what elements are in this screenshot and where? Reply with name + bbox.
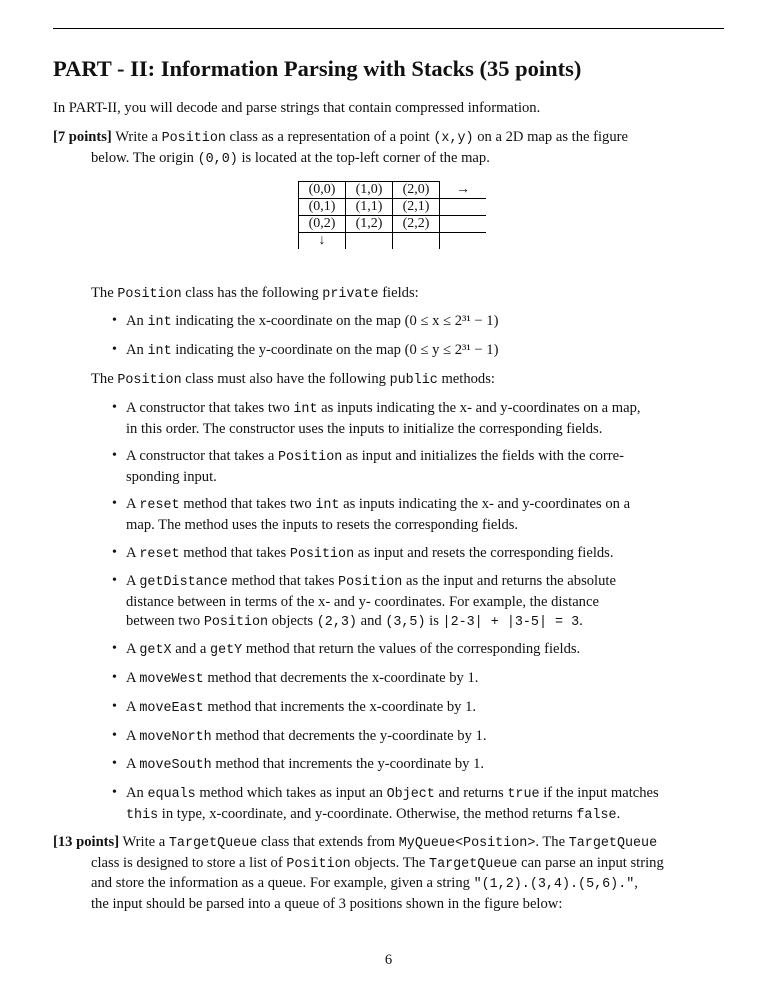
grid-row [299,199,487,216]
top-rule [53,28,724,29]
method-item: A moveSouth method that increments the y-coordinate by 1. [126,756,485,773]
method-item: A moveWest method that decrements the x-coordinate by 1. [126,670,479,687]
grid-cell: (0,1) [299,199,346,216]
task2-points: [13 points] [53,834,120,850]
coordinate-grid [298,181,486,249]
grid-cell: (0,2) [299,216,346,233]
bullet-icon: • [112,785,117,800]
method-item: A moveNorth method that decrements the y-coordinate by 1. [126,728,487,745]
bullet-icon: • [112,496,117,511]
method-item: A constructor that takes a Position as input and initializes the fields with the corre- sponding input. [126,448,624,485]
grid-row [299,182,487,199]
grid-cell [346,233,393,250]
grid-cell [440,233,487,250]
bullet-icon: • [112,699,117,714]
bullet-icon: • [112,448,117,463]
method-item: A getDistance method that takes Position as the input and returns the absolute distance between in terms of the x- and y- coordinates. For example, the distance between two Position objects (2,3) and (3,5) is |2-3| + |3-5| = 3. [126,573,616,630]
method-item: An equals method which takes as input an Object and returns true if the input matches this in type, x-coordinate, and y-coordinate. Otherwise, the method returns false. [126,785,659,823]
grid-row [299,233,487,250]
bullet-icon: • [112,641,117,656]
right-arrow-icon: → [440,182,487,199]
bullet-icon: • [112,756,117,771]
grid-row [299,216,487,233]
method-item: A reset method that takes two int as inputs indicating the x- and y-coordinates on a map. The method uses the inputs to resets the corresponding fields. [126,496,631,533]
task2-paragraph: [13 points] Write a TargetQueue class that extends from MyQueue<Position>. The TargetQueue class is designed to store a list of Position objects. The TargetQueue can parse an input string and store the information as a queue. For example, given a string "(1,2).(3,4).(5,6).", the input should be parsed into a queue of 3 positions shown in the figure below: [53,834,664,912]
grid-cell: (1,2) [346,216,393,233]
grid-cell: (0,0) [299,182,346,199]
fields-intro: The Position class has the following private fields: [91,285,419,302]
grid-cell [440,199,487,216]
method-item: A reset method that takes Position as input and resets the corresponding fields. [126,545,614,562]
method-item: A getX and a getY method that return the values of the corresponding fields. [126,641,581,658]
bullet-icon: • [112,313,117,328]
grid-cell: (1,0) [346,182,393,199]
grid-cell: (2,2) [393,216,440,233]
intro-paragraph: In PART-II, you will decode and parse strings that contain compressed information. [53,100,541,116]
page-number: 6 [384,952,393,968]
task1-paragraph: [7 points] Write a Position class as a representation of a point (x,y) on a 2D map as the figure below. The origin (0,0) is located at the top-left corner of the map. [53,129,628,167]
bullet-icon: • [112,573,117,588]
bullet-icon: • [112,728,117,743]
bullet-icon: • [112,670,117,685]
section-heading: PART - II: Information Parsing with Stacks (35 points) [53,56,582,81]
field-item: An int indicating the x-coordinate on the map (0 ≤ x ≤ 2³¹ − 1) [126,313,499,330]
bullet-icon: • [112,545,117,560]
grid-cell [393,233,440,250]
bullet-icon: • [112,400,117,415]
grid-cell: (2,0) [393,182,440,199]
task1-points: [7 points] [53,129,112,145]
grid-cell: (2,1) [393,199,440,216]
grid-cell: (1,1) [346,199,393,216]
field-item: An int indicating the y-coordinate on the map (0 ≤ y ≤ 2³¹ − 1) [126,342,499,359]
bullet-icon: • [112,342,117,357]
down-arrow-icon: ↓ [299,233,346,250]
method-item: A constructor that takes two int as inputs indicating the x- and y-coordinates on a map, in this order. The constructor uses the inputs to initialize the corresponding fields. [126,400,641,437]
grid-cell [440,216,487,233]
method-item: A moveEast method that increments the x-coordinate by 1. [126,699,477,716]
methods-intro: The Position class must also have the following public methods: [91,371,495,388]
